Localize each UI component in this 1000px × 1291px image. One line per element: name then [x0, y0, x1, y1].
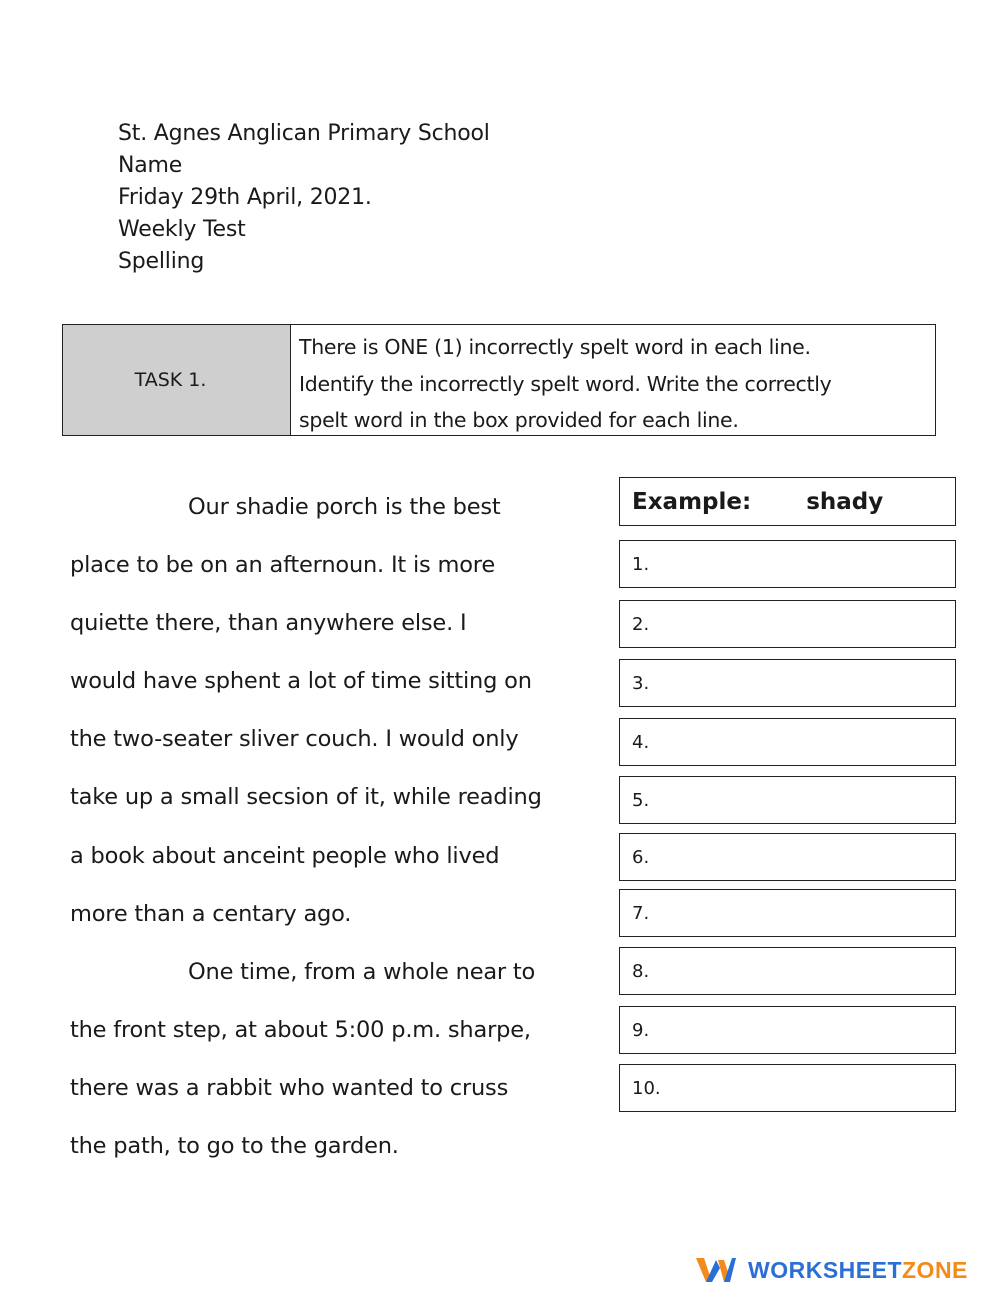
test-date: Friday 29th April, 2021. — [118, 185, 372, 210]
passage-line: a book about anceint people who lived — [70, 842, 500, 869]
worksheet-header — [118, 118, 490, 278]
answer-box-10[interactable] — [619, 1064, 956, 1112]
logo-w-icon — [696, 1256, 736, 1284]
passage-line: Our shadie porch is the best — [188, 494, 501, 520]
task-instructions — [291, 325, 935, 435]
passage-line: quiette there, than anywhere else. I — [70, 610, 467, 637]
answer-box-1[interactable] — [619, 540, 956, 588]
passage-line: place to be on an afternoun. It is more — [70, 552, 495, 579]
example-label: Example: — [632, 488, 752, 515]
student-name-label: Name — [118, 153, 183, 178]
passage-line: the front step, at about 5:00 p.m. sharpe, — [70, 1016, 531, 1043]
answer-number: 3. — [632, 672, 650, 694]
answer-number: 7. — [632, 902, 650, 924]
example-word: shady — [806, 488, 884, 515]
logo-text-worksheet: WORKSHEET — [748, 1256, 902, 1283]
answer-number: 9. — [632, 1019, 650, 1041]
passage-line: would have sphent a lot of time sitting on — [70, 668, 532, 695]
test-title: Weekly Test — [118, 217, 246, 242]
instruction-line: spelt word in the box provided for each line. — [299, 408, 739, 432]
passage-line: there was a rabbit who wanted to cruss — [70, 1074, 509, 1101]
task-label: TASK 1. — [63, 325, 291, 435]
passage-line: take up a small secsion of it, while reading — [70, 784, 542, 811]
answer-box-7[interactable] — [619, 889, 956, 937]
example-box — [619, 477, 956, 526]
answer-box-8[interactable] — [619, 947, 956, 995]
instruction-line: Identify the incorrectly spelt word. Write the correctly — [299, 371, 832, 396]
task-table — [62, 324, 936, 436]
answer-box-9[interactable] — [619, 1006, 956, 1054]
instruction-line: There is ONE (1) incorrectly spelt word in each line. — [299, 335, 811, 359]
answer-box-3[interactable] — [619, 659, 956, 707]
answer-box-2[interactable] — [619, 600, 956, 648]
answer-number: 4. — [632, 731, 650, 753]
subject: Spelling — [118, 249, 205, 274]
answer-box-5[interactable] — [619, 776, 956, 824]
logo-text-zone: ZONE — [902, 1256, 968, 1283]
passage-line: the path, to go to the garden. — [70, 1133, 399, 1160]
passage-line: more than a centary ago. — [70, 900, 352, 927]
answer-number: 5. — [632, 789, 650, 811]
answer-number: 2. — [632, 613, 650, 635]
worksheetzone-logo — [696, 1256, 968, 1284]
passage-line: One time, from a whole near to — [188, 958, 536, 985]
answer-box-4[interactable] — [619, 718, 956, 766]
answer-box-6[interactable] — [619, 833, 956, 881]
answer-number: 8. — [632, 960, 650, 982]
answer-number: 6. — [632, 846, 650, 868]
school-name: St. Agnes Anglican Primary School — [118, 121, 490, 146]
reading-passage — [70, 487, 610, 1184]
answer-number: 10. — [632, 1077, 661, 1099]
passage-line: the two-seater sliver couch. I would only — [70, 726, 519, 753]
answer-number: 1. — [632, 553, 650, 575]
